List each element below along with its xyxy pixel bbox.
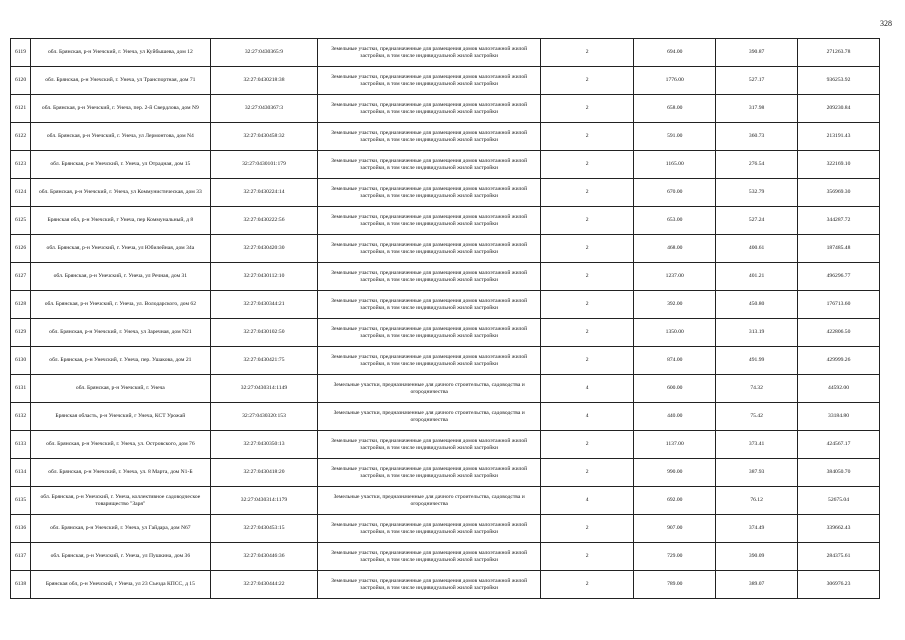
cadastral-number-cell: 32:27:0430314:1149	[210, 375, 318, 403]
category-cell: 2	[540, 123, 633, 151]
category-cell: 4	[540, 375, 633, 403]
area-cell: 440.00	[634, 403, 716, 431]
table-row	[11, 95, 880, 123]
cadastral-value-cell: 284375.61	[798, 543, 880, 571]
area-cell: 1350.00	[634, 319, 716, 347]
area-cell: 990.00	[634, 459, 716, 487]
table-row	[11, 487, 880, 515]
cadastral-value-cell: 176713.60	[798, 291, 880, 319]
cadastral-number-cell: 32:27:0430344:21	[210, 291, 318, 319]
cadastral-value-cell: 356969.30	[798, 179, 880, 207]
cadastral-number-cell: 32:27:0430444:22	[210, 571, 318, 599]
category-cell: 2	[540, 291, 633, 319]
area-cell: 729.00	[634, 543, 716, 571]
land-use-cell: Земельные участки, предназначенные для размещения домов малоэтажной жилой застройки, в том числе индивидуальной жилой застройки	[318, 67, 541, 95]
area-cell: 1237.00	[634, 263, 716, 291]
land-use-cell: Земельные участки, предназначенные для размещения домов малоэтажной жилой застройки, в том числе индивидуальной жилой застройки	[318, 235, 541, 263]
address-cell: обл. Брянская, р-н Унечский, г. Унеча, ул Лермонтова, дом N4	[31, 123, 211, 151]
land-use-cell: Земельные участки, предназначенные для дачного строительства, садоводства и огородничества	[318, 403, 541, 431]
page-number: 328	[880, 19, 892, 28]
cadastral-value-cell: 429999.26	[798, 347, 880, 375]
land-use-cell: Земельные участки, предназначенные для размещения домов малоэтажной жилой застройки, в том числе индивидуальной жилой застройки	[318, 291, 541, 319]
address-cell: обл. Брянская, р-н Унечский, г. Унеча, ул Транспортная, дом 71	[31, 67, 211, 95]
rate-cell: 532.79	[716, 179, 798, 207]
rate-cell: 390.87	[716, 39, 798, 67]
rate-cell: 374.49	[716, 515, 798, 543]
cadastral-number-cell: 32:27:0430314:1179	[210, 487, 318, 515]
rate-cell: 527.24	[716, 207, 798, 235]
cadastral-number-cell: 32:27:0430320:153	[210, 403, 318, 431]
address-cell: обл. Брянская, р-н Унечский, г. Унеча, ул Гайдара, дом N67	[31, 515, 211, 543]
address-cell: обл. Брянская, р-н Унечский, г. Унеча, ул Юбилейная, дом 34а	[31, 235, 211, 263]
category-cell: 2	[540, 263, 633, 291]
rate-cell: 400.61	[716, 235, 798, 263]
rate-cell: 527.17	[716, 67, 798, 95]
address-cell: обл. Брянская, р-н Унечский, г. Унеча, ул Отрадная, дом 15	[31, 151, 211, 179]
area-cell: 1165.00	[634, 151, 716, 179]
rate-cell: 390.09	[716, 543, 798, 571]
table-row	[11, 291, 880, 319]
address-cell: Брянская область, р-н Унечский, г Унеча, КСТ Урожай	[31, 403, 211, 431]
category-cell: 4	[540, 487, 633, 515]
address-cell: обл. Брянская, р-н Унечский, г. Унеча, пер. Ушакова, дом 21	[31, 347, 211, 375]
cadastral-number-cell: 32:27:0430420:30	[210, 235, 318, 263]
rate-cell: 74.32	[716, 375, 798, 403]
area-cell: 694.00	[634, 39, 716, 67]
row-number: 6123	[11, 151, 31, 179]
category-cell: 2	[540, 571, 633, 599]
area-cell: 670.00	[634, 179, 716, 207]
cadastral-number-cell: 32:27:0430365:9	[210, 39, 318, 67]
area-cell: 789.00	[634, 571, 716, 599]
cadastral-value-cell: 306976.23	[798, 571, 880, 599]
row-number: 6134	[11, 459, 31, 487]
area-cell: 874.00	[634, 347, 716, 375]
area-cell: 468.00	[634, 235, 716, 263]
cadastral-number-cell: 32:27:0430458:32	[210, 123, 318, 151]
table-row	[11, 571, 880, 599]
area-cell: 653.00	[634, 207, 716, 235]
cadastral-value-cell: 322169.10	[798, 151, 880, 179]
table-row	[11, 347, 880, 375]
rate-cell: 491.99	[716, 347, 798, 375]
rate-cell: 450.80	[716, 291, 798, 319]
cadastral-number-cell: 32:27:0430453:15	[210, 515, 318, 543]
row-number: 6122	[11, 123, 31, 151]
cadastral-value-cell: 187485.48	[798, 235, 880, 263]
cadastral-value-cell: 213191.43	[798, 123, 880, 151]
land-use-cell: Земельные участки, предназначенные для дачного строительства, садоводства и огородничества	[318, 375, 541, 403]
address-cell: обл. Брянская, р-н Унечский, г. Унеча, ул Речная, дом 31	[31, 263, 211, 291]
address-cell: обл. Брянская, р-н Унечский, г. Унеча, ул Пушкина, дом 36	[31, 543, 211, 571]
row-number: 6121	[11, 95, 31, 123]
land-register-table	[10, 38, 880, 599]
rate-cell: 276.54	[716, 151, 798, 179]
category-cell: 2	[540, 235, 633, 263]
row-number: 6133	[11, 431, 31, 459]
row-number: 6131	[11, 375, 31, 403]
cadastral-number-cell: 32:27:0430224:14	[210, 179, 318, 207]
address-cell: обл. Брянская, р-н Унечский, г. Унеча, ул. Володарского, дом 62	[31, 291, 211, 319]
rate-cell: 373.41	[716, 431, 798, 459]
cadastral-number-cell: 32:27:0430218:38	[210, 67, 318, 95]
category-cell: 2	[540, 95, 633, 123]
table-row	[11, 543, 880, 571]
category-cell: 2	[540, 515, 633, 543]
row-number: 6129	[11, 319, 31, 347]
cadastral-number-cell: 32:27:0430446:36	[210, 543, 318, 571]
table-row	[11, 403, 880, 431]
land-use-cell: Земельные участки, предназначенные для размещения домов малоэтажной жилой застройки, в том числе индивидуальной жилой застройки	[318, 571, 541, 599]
rate-cell: 317.98	[716, 95, 798, 123]
address-cell: Брянская обл, р-н Унечский, г Унеча, пер Коммунальный, д 8	[31, 207, 211, 235]
land-use-cell: Земельные участки, предназначенные для размещения домов малоэтажной жилой застройки, в том числе индивидуальной жилой застройки	[318, 95, 541, 123]
address-cell: обл. Брянская, р-н Унечский, г. Унеча, ул Куйбышева, дом 12	[31, 39, 211, 67]
table-row	[11, 39, 880, 67]
land-use-cell: Земельные участки, предназначенные для размещения домов малоэтажной жилой застройки, в том числе индивидуальной жилой застройки	[318, 459, 541, 487]
land-use-cell: Земельные участки, предназначенные для размещения домов малоэтажной жилой застройки, в том числе индивидуальной жилой застройки	[318, 207, 541, 235]
cadastral-number-cell: 32:27:0430421:75	[210, 347, 318, 375]
cadastral-value-cell: 936253.92	[798, 67, 880, 95]
land-use-cell: Земельные участки, предназначенные для размещения домов малоэтажной жилой застройки, в том числе индивидуальной жилой застройки	[318, 263, 541, 291]
area-cell: 692.00	[634, 487, 716, 515]
land-use-cell: Земельные участки, предназначенные для размещения домов малоэтажной жилой застройки, в том числе индивидуальной жилой застройки	[318, 347, 541, 375]
cadastral-value-cell: 52675.04	[798, 487, 880, 515]
land-use-cell: Земельные участки, предназначенные для размещения домов малоэтажной жилой застройки, в том числе индивидуальной жилой застройки	[318, 151, 541, 179]
table-row	[11, 207, 880, 235]
row-number: 6128	[11, 291, 31, 319]
address-cell: обл. Брянская, р-н Унечский, г. Унеча, ул Заречная, дом N21	[31, 319, 211, 347]
rate-cell: 313.19	[716, 319, 798, 347]
row-number: 6135	[11, 487, 31, 515]
cadastral-value-cell: 339662.43	[798, 515, 880, 543]
row-number: 6138	[11, 571, 31, 599]
category-cell: 2	[540, 459, 633, 487]
land-use-cell: Земельные участки, предназначенные для размещения домов малоэтажной жилой застройки, в том числе индивидуальной жилой застройки	[318, 123, 541, 151]
table-row	[11, 459, 880, 487]
row-number: 6130	[11, 347, 31, 375]
land-use-cell: Земельные участки, предназначенные для размещения домов малоэтажной жилой застройки, в том числе индивидуальной жилой застройки	[318, 319, 541, 347]
cadastral-value-cell: 422806.50	[798, 319, 880, 347]
cadastral-value-cell: 209230.84	[798, 95, 880, 123]
table-row	[11, 319, 880, 347]
table-row	[11, 263, 880, 291]
row-number: 6126	[11, 235, 31, 263]
rate-cell: 401.21	[716, 263, 798, 291]
cadastral-number-cell: 32:27:0430418:20	[210, 459, 318, 487]
area-cell: 907.00	[634, 515, 716, 543]
land-use-cell: Земельные участки, предназначенные для размещения домов малоэтажной жилой застройки, в том числе индивидуальной жилой застройки	[318, 543, 541, 571]
category-cell: 2	[540, 39, 633, 67]
rate-cell: 387.93	[716, 459, 798, 487]
table-row	[11, 123, 880, 151]
rate-cell: 360.73	[716, 123, 798, 151]
address-cell: обл. Брянская, р-н Унечский, г. Унеча	[31, 375, 211, 403]
row-number: 6124	[11, 179, 31, 207]
land-use-cell: Земельные участки, предназначенные для размещения домов малоэтажной жилой застройки, в том числе индивидуальной жилой застройки	[318, 179, 541, 207]
category-cell: 4	[540, 403, 633, 431]
cadastral-value-cell: 271263.78	[798, 39, 880, 67]
cadastral-value-cell: 424567.17	[798, 431, 880, 459]
table-row	[11, 235, 880, 263]
category-cell: 2	[540, 151, 633, 179]
category-cell: 2	[540, 431, 633, 459]
address-cell: обл. Брянская, р-н Унечский, г. Унеча, коллективное садоводческое товарищество "Заря"	[31, 487, 211, 515]
table-row	[11, 375, 880, 403]
address-cell: обл. Брянская, р-н Унечский, г. Унеча, пер. 2-й Свердлова, дом N9	[31, 95, 211, 123]
area-cell: 600.00	[634, 375, 716, 403]
address-cell: Брянская обл, р-н Унечский, г Унеча, ул 23 Съезда КПСС, д 15	[31, 571, 211, 599]
area-cell: 591.00	[634, 123, 716, 151]
cadastral-number-cell: 32:27:0430222:56	[210, 207, 318, 235]
row-number: 6136	[11, 515, 31, 543]
cadastral-value-cell: 384050.70	[798, 459, 880, 487]
cadastral-number-cell: 32:27:0430101:179	[210, 151, 318, 179]
row-number: 6119	[11, 39, 31, 67]
row-number: 6132	[11, 403, 31, 431]
cadastral-number-cell: 32:27:0430112:10	[210, 263, 318, 291]
cadastral-value-cell: 344287.72	[798, 207, 880, 235]
land-use-cell: Земельные участки, предназначенные для размещения домов малоэтажной жилой застройки, в том числе индивидуальной жилой застройки	[318, 515, 541, 543]
area-cell: 1776.00	[634, 67, 716, 95]
land-use-cell: Земельные участки, предназначенные для размещения домов малоэтажной жилой застройки, в том числе индивидуальной жилой застройки	[318, 39, 541, 67]
table-row	[11, 515, 880, 543]
category-cell: 2	[540, 207, 633, 235]
row-number: 6120	[11, 67, 31, 95]
cadastral-value-cell: 496296.77	[798, 263, 880, 291]
land-use-cell: Земельные участки, предназначенные для дачного строительства, садоводства и огородничества	[318, 487, 541, 515]
land-use-cell: Земельные участки, предназначенные для размещения домов малоэтажной жилой застройки, в том числе индивидуальной жилой застройки	[318, 431, 541, 459]
cadastral-number-cell: 32:27:0430367:3	[210, 95, 318, 123]
table-row	[11, 431, 880, 459]
category-cell: 2	[540, 543, 633, 571]
category-cell: 2	[540, 67, 633, 95]
row-number: 6125	[11, 207, 31, 235]
cadastral-number-cell: 32:27:0430102:50	[210, 319, 318, 347]
rate-cell: 76.12	[716, 487, 798, 515]
address-cell: обл. Брянская, р-н Унечский, г. Унеча, ул. 8 Марта, дом N1-Б	[31, 459, 211, 487]
table-row	[11, 67, 880, 95]
rate-cell: 75.42	[716, 403, 798, 431]
rate-cell: 389.07	[716, 571, 798, 599]
table-row	[11, 151, 880, 179]
cadastral-number-cell: 32:27:0430350:13	[210, 431, 318, 459]
table-row	[11, 179, 880, 207]
category-cell: 2	[540, 179, 633, 207]
area-cell: 1137.00	[634, 431, 716, 459]
category-cell: 2	[540, 319, 633, 347]
address-cell: обл. Брянская, р-н Унечский, г. Унеча, ул Коммунистическая, дом 33	[31, 179, 211, 207]
row-number: 6127	[11, 263, 31, 291]
cadastral-value-cell: 33184.80	[798, 403, 880, 431]
category-cell: 2	[540, 347, 633, 375]
address-cell: обл. Брянская, р-н Унечский, г. Унеча, ул. Островского, дом 76	[31, 431, 211, 459]
row-number: 6137	[11, 543, 31, 571]
area-cell: 392.00	[634, 291, 716, 319]
cadastral-value-cell: 44592.00	[798, 375, 880, 403]
table-body	[11, 39, 880, 599]
area-cell: 658.00	[634, 95, 716, 123]
